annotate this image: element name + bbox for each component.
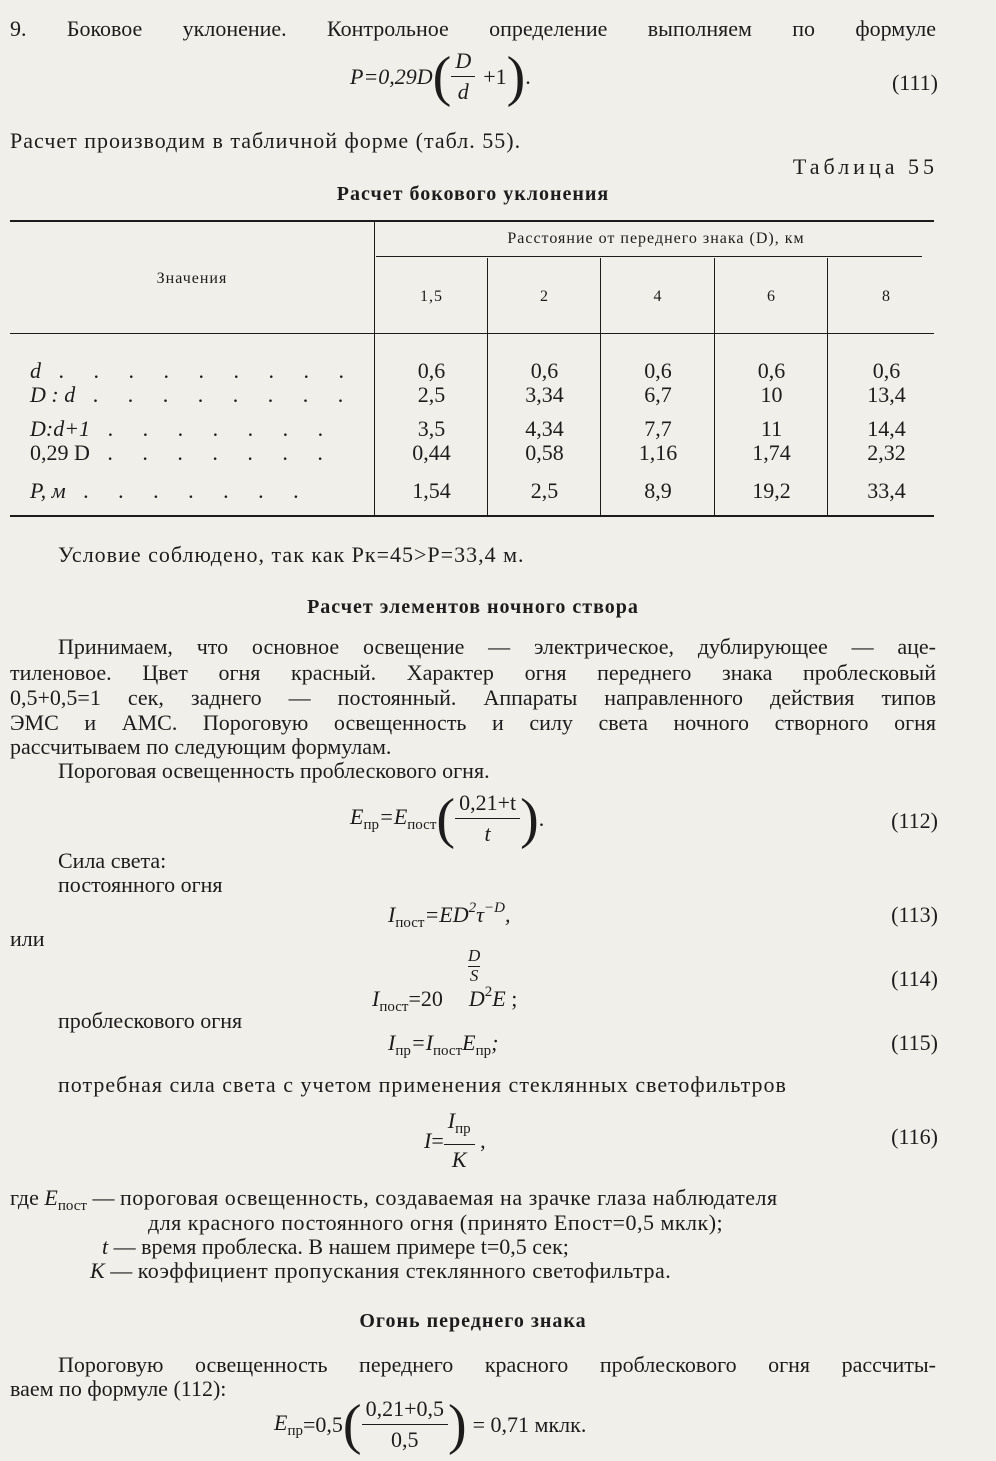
table-bottom-rule: [10, 515, 934, 517]
formula-112-num: 0,21+t: [455, 788, 520, 819]
formula-116-fraction: [444, 1106, 475, 1175]
where-line-2: для красного постоянного огня (принято Eпост=0,5 мклк);: [148, 1210, 724, 1235]
cell-1-2: 6,7: [644, 382, 672, 407]
calc-note: Расчет производим в табличной форме (табл. 55).: [10, 128, 522, 153]
cell-3-0: 0,44: [412, 440, 451, 465]
front-formula-rparen: ): [447, 1393, 467, 1456]
flash-fire-label: проблескового огня: [58, 1008, 243, 1033]
night-para-line-3: 0,5+0,5=1 сек, заднего — постоянный. Аппараты направленного действия типов: [10, 685, 936, 710]
formula-111-lparen: (: [432, 45, 452, 108]
or-label: или: [10, 926, 45, 951]
formula-111: P=0,29D ( $\frac{D}{d}$ +1 ) .: [350, 45, 531, 108]
formula-112-rparen: ): [520, 787, 539, 850]
eq-116: (116): [891, 1124, 938, 1149]
front-formula-lparen: (: [342, 1393, 362, 1456]
cell-4-4: 33,4: [867, 478, 906, 503]
cell-0-3: 0,6: [757, 358, 786, 383]
night-para-line-5: рассчитываем по следующим формулам.: [10, 734, 392, 759]
table-group-rule: [376, 256, 922, 257]
table-row-header: Значения: [156, 270, 228, 287]
cell-0-4: 0,6: [872, 358, 901, 383]
table-col-2: 2: [540, 288, 549, 305]
eq-114: (114): [891, 966, 938, 991]
section9-line: 9. Боковое уклонение. Контрольное определение выполняем по формуле: [10, 16, 936, 41]
cell-2-1: 4,34: [525, 416, 564, 441]
formula-111-lhs: P=0,29D: [350, 63, 433, 89]
formula-111-fraction: [451, 46, 475, 107]
table-col-group: Расстояние от переднего знака (D), км: [507, 230, 805, 247]
formula-112-den: t: [484, 821, 491, 846]
formula-114: $I_{пост}=20$ $D^2E$ ;: [372, 984, 518, 1015]
formula-111-den: d: [457, 79, 469, 104]
constant-fire-label: постоянного огня: [58, 872, 223, 897]
formula-116-den: K: [451, 1147, 467, 1172]
cell-3-4: 2,32: [867, 440, 906, 465]
where-line-4: K — коэффициент пропускания стеклянного светофильтра.: [90, 1258, 672, 1283]
front-formula: $E_{пр}$ =0,5 ( $\frac{0,21+0,5}{0,5}$ ) = 0,71 мклк.: [274, 1393, 587, 1456]
front-formula-den: 0,5: [391, 1427, 419, 1452]
cell-3-2: 1,16: [638, 440, 678, 465]
formula-114-exponent: D S: [468, 946, 481, 985]
eq-112: (112): [891, 808, 938, 833]
cell-1-4: 13,4: [867, 382, 906, 407]
night-title: Расчет элементов ночного створа: [307, 596, 639, 618]
where-line-3: t — время проблеска. В нашем примере t=0,5 сек;: [102, 1234, 569, 1259]
light-force-label: Сила света:: [58, 848, 167, 873]
cell-4-1: 2,5: [530, 478, 559, 503]
cell-4-0: 1,54: [412, 478, 451, 503]
needed-line: потребная сила света с учетом применения стеклянных светофильтров: [58, 1072, 787, 1097]
cell-1-0: 2,5: [417, 382, 446, 407]
cell-0-1: 0,6: [530, 358, 559, 383]
cell-4-3: 19,2: [752, 478, 791, 503]
formula-113: $I_{пост}=ED^2\tau^{-D}$,: [388, 900, 511, 931]
table-col-3: 4: [653, 288, 663, 305]
front-formula-num: 0,21+0,5: [362, 1394, 448, 1425]
where-line-1: где $E_{пост}$ — пороговая освещенность, создаваемая на зрачке глаза наблюдателя: [10, 1185, 778, 1214]
eq-111: (111): [891, 70, 938, 95]
cell-3-1: 0,58: [525, 440, 564, 465]
table-label: Таблица 55: [792, 154, 938, 179]
table-top-rule: [10, 220, 934, 222]
cell-2-3: 11: [760, 416, 783, 441]
night-para-line-1: Принимаем, что основное освещение — электрическое, дублирующее — аце-: [58, 634, 936, 659]
front-line-1: Пороговую освещенность переднего красного проблескового огня рассчиты-: [58, 1352, 936, 1377]
cell-1-3: 10: [760, 382, 783, 407]
cell-0-2: 0,6: [644, 358, 672, 383]
formula-115: $I_{пр}=I_{пост}E_{пр}$;: [388, 1030, 499, 1059]
table-col-4: 6: [767, 288, 776, 305]
eq-113: (113): [891, 902, 938, 927]
condition-line: Условие соблюдено, так как Pк=45>P=33,4 м.: [58, 542, 525, 567]
row-label-029d: 0,29 D . . . . . . .: [30, 440, 335, 465]
night-para-line-2: тиленовое. Цвет огня красный. Характер огня переднего знака проблесковый: [10, 660, 936, 685]
table-title: Расчет бокового уклонения: [336, 183, 610, 205]
front-formula-fraction: [362, 1394, 448, 1455]
formula-112-fraction: [455, 788, 520, 849]
formula-111-tail: +1: [483, 63, 507, 89]
formula-116-num: $I_{пр}$: [444, 1106, 475, 1145]
cell-2-4: 14,4: [867, 416, 906, 441]
row-label-dd1: D:d+1 . . . . . . .: [30, 416, 336, 441]
cell-2-2: 7,7: [644, 416, 672, 441]
night-para-line-4: ЭМС и АМС. Пороговую освещенность и силу света ночного створного огня: [10, 710, 936, 735]
row-label-d: d . . . . . . . . .: [30, 358, 356, 383]
front-line-2: ваем по формуле (112):: [10, 1376, 227, 1401]
front-title: Огонь переднего знака: [359, 1310, 587, 1332]
threshold-line: Пороговая освещенность проблескового огня.: [58, 758, 490, 783]
front-formula-result: = 0,71 мклк.: [472, 1411, 587, 1437]
table-col-1: 1,5: [420, 288, 443, 305]
formula-112: $E_{пр}=E_{пост}$ ( $\frac{0,21+t}{t}$ ) .: [350, 787, 545, 850]
formula-111-rparen: ): [506, 45, 526, 108]
formula-112-lhs: $E_{пр}=E_{пост}$: [350, 803, 437, 833]
table-header-rule: [10, 333, 934, 334]
formula-116: I = $\frac{I_{пр}}{K}$ ,: [424, 1106, 486, 1175]
row-label-dd: D : d . . . . . . . .: [30, 382, 356, 407]
cell-0-0: 0,6: [417, 358, 446, 383]
formula-112-lparen: (: [436, 787, 456, 850]
cell-4-2: 8,9: [644, 478, 672, 503]
cell-2-0: 3,5: [417, 416, 446, 441]
table-col-5: 8: [882, 288, 891, 305]
cell-1-1: 3,34: [525, 382, 564, 407]
row-label-p: P, м . . . . . . .: [30, 478, 311, 503]
formula-111-num: D: [451, 46, 475, 77]
eq-115: (115): [891, 1030, 938, 1055]
cell-3-3: 1,74: [752, 440, 791, 465]
